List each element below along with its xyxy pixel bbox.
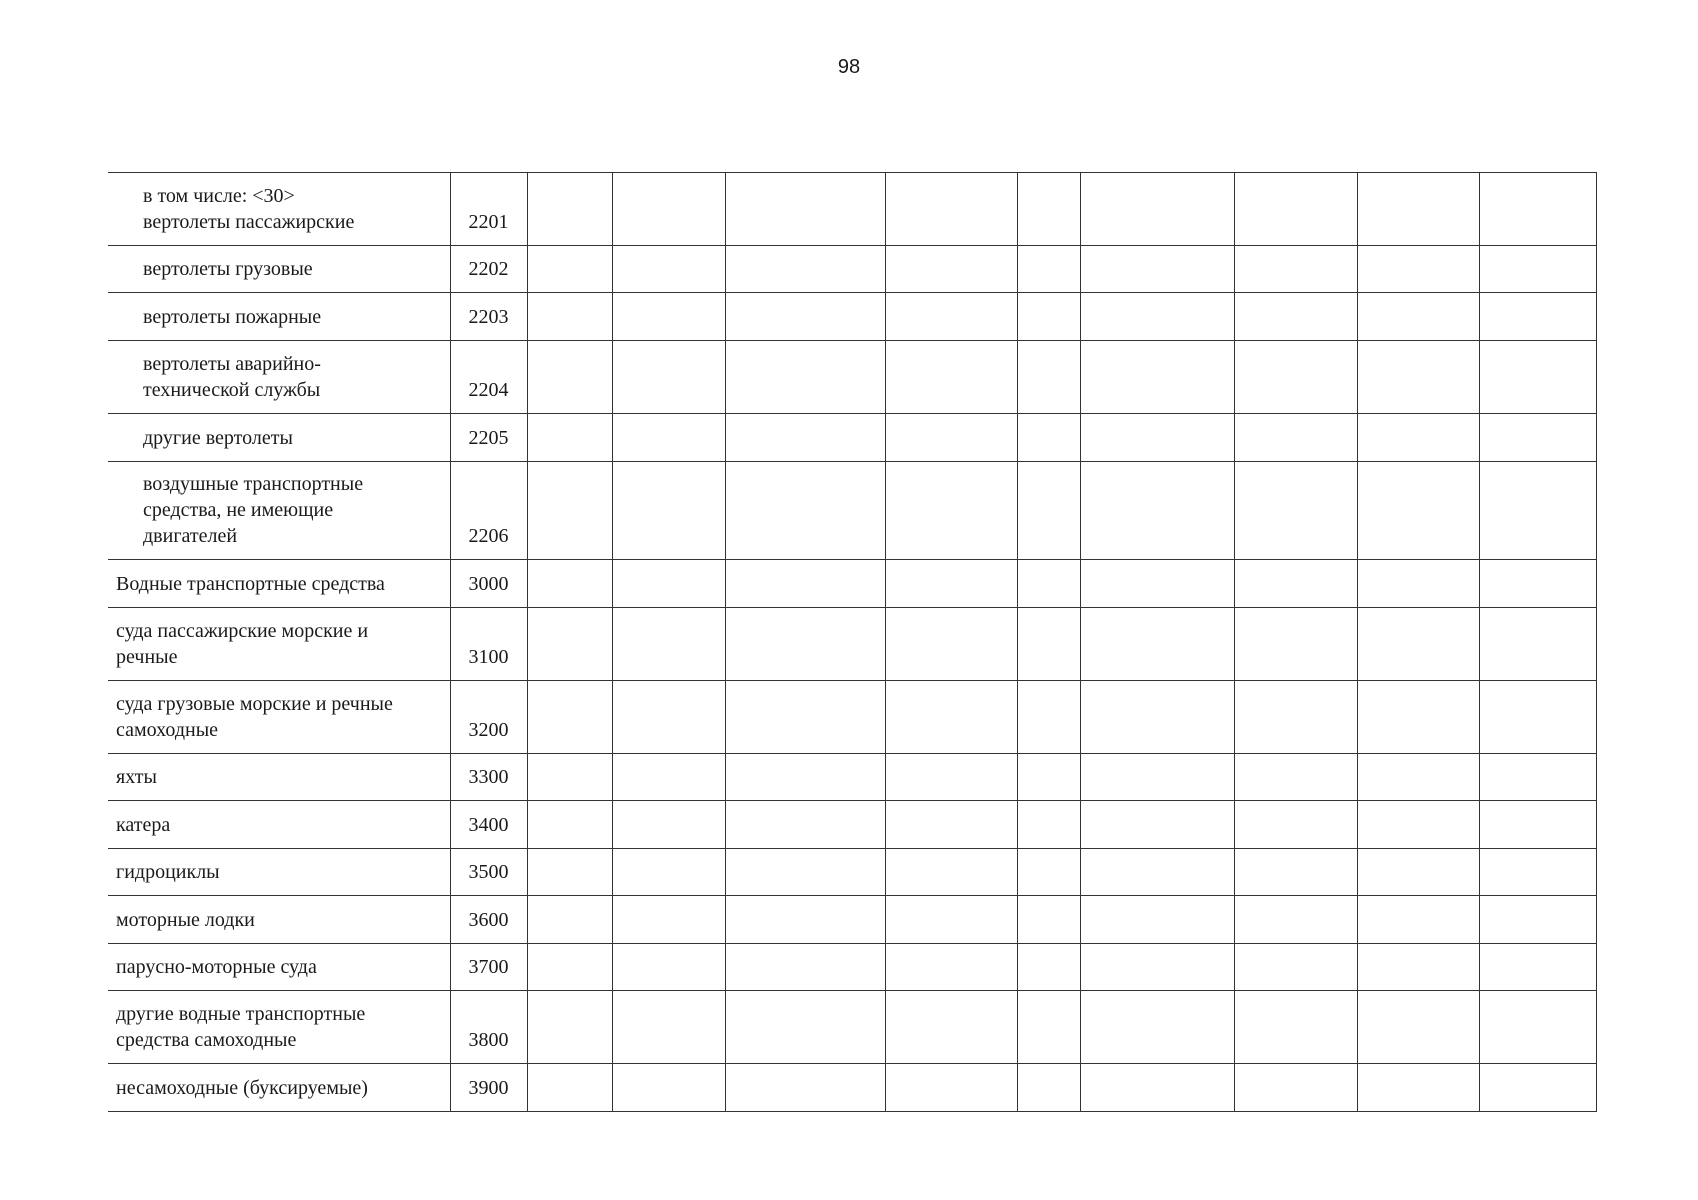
row-label — [108, 462, 450, 560]
empty-cell — [1080, 801, 1234, 849]
row-label-line: гидроциклы — [116, 861, 220, 883]
empty-cell — [1357, 801, 1479, 849]
row-code: 2202 — [450, 246, 527, 293]
empty-cell — [1017, 608, 1080, 681]
empty-cell — [1234, 608, 1357, 681]
table-row — [108, 560, 1596, 608]
empty-cell — [527, 896, 612, 944]
row-label-line: другие вертолеты — [143, 427, 293, 449]
empty-cell — [1080, 560, 1234, 608]
empty-cell — [1234, 462, 1357, 560]
empty-cell — [1080, 754, 1234, 801]
row-label-line: в том числе: <30> — [143, 185, 295, 207]
empty-cell — [1080, 173, 1234, 246]
empty-cell — [527, 560, 612, 608]
empty-cell — [1080, 293, 1234, 341]
empty-cell — [725, 293, 885, 341]
empty-cell — [612, 246, 725, 293]
row-code: 3100 — [450, 608, 527, 681]
table-row — [108, 462, 1596, 560]
empty-cell — [725, 560, 885, 608]
empty-cell — [612, 1064, 725, 1112]
empty-cell — [527, 754, 612, 801]
empty-cell — [612, 608, 725, 681]
empty-cell — [885, 681, 1017, 754]
empty-cell — [725, 173, 885, 246]
empty-cell — [612, 681, 725, 754]
empty-cell — [1017, 801, 1080, 849]
row-label — [108, 1064, 450, 1112]
empty-cell — [1080, 341, 1234, 414]
empty-cell — [527, 608, 612, 681]
empty-cell — [1017, 246, 1080, 293]
row-code: 3300 — [450, 754, 527, 801]
empty-cell — [1479, 681, 1596, 754]
empty-cell — [1479, 246, 1596, 293]
empty-cell — [725, 991, 885, 1064]
row-label — [108, 173, 450, 246]
row-code: 2205 — [450, 414, 527, 462]
empty-cell — [1479, 293, 1596, 341]
empty-cell — [885, 1064, 1017, 1112]
row-label-line: вертолеты пассажирские — [143, 211, 355, 233]
empty-cell — [1234, 173, 1357, 246]
empty-cell — [725, 681, 885, 754]
empty-cell — [612, 754, 725, 801]
table-row — [108, 608, 1596, 681]
row-label-line: яхты — [116, 766, 157, 788]
row-code: 2206 — [450, 462, 527, 560]
row-code: 2204 — [450, 341, 527, 414]
empty-cell — [612, 462, 725, 560]
table-row — [108, 991, 1596, 1064]
row-label — [108, 681, 450, 754]
row-code: 2203 — [450, 293, 527, 341]
row-label-line: вертолеты аварийно- — [143, 353, 321, 375]
row-code: 3500 — [450, 849, 527, 896]
empty-cell — [885, 173, 1017, 246]
empty-cell — [885, 246, 1017, 293]
row-label — [108, 849, 450, 896]
row-label-line: моторные лодки — [116, 909, 255, 931]
row-label-line: средства, не имеющие — [143, 499, 334, 521]
empty-cell — [885, 801, 1017, 849]
row-label-line: средства самоходные — [116, 1029, 297, 1051]
empty-cell — [1234, 991, 1357, 1064]
row-code: 3400 — [450, 801, 527, 849]
empty-cell — [1080, 681, 1234, 754]
empty-cell — [1479, 414, 1596, 462]
form-table — [108, 172, 1597, 1112]
empty-cell — [1080, 608, 1234, 681]
empty-cell — [612, 849, 725, 896]
empty-cell — [1479, 896, 1596, 944]
empty-cell — [1479, 608, 1596, 681]
table-row — [108, 944, 1596, 991]
empty-cell — [1479, 341, 1596, 414]
empty-cell — [725, 849, 885, 896]
empty-cell — [885, 560, 1017, 608]
empty-cell — [885, 896, 1017, 944]
page-number: 98 — [837, 56, 861, 78]
empty-cell — [725, 341, 885, 414]
empty-cell — [1357, 560, 1479, 608]
empty-cell — [1479, 754, 1596, 801]
empty-cell — [725, 462, 885, 560]
table-body — [108, 173, 1596, 1112]
row-label-line: двигателей — [143, 525, 238, 547]
empty-cell — [527, 944, 612, 991]
table-row — [108, 801, 1596, 849]
empty-cell — [885, 293, 1017, 341]
empty-cell — [1017, 173, 1080, 246]
empty-cell — [1017, 991, 1080, 1064]
empty-cell — [1357, 414, 1479, 462]
empty-cell — [1080, 246, 1234, 293]
row-label — [108, 560, 450, 608]
empty-cell — [1357, 944, 1479, 991]
empty-cell — [725, 896, 885, 944]
empty-cell — [1479, 1064, 1596, 1112]
empty-cell — [612, 801, 725, 849]
row-label-line: вертолеты пожарные — [143, 306, 322, 328]
row-code: 3800 — [450, 991, 527, 1064]
row-code: 2201 — [450, 173, 527, 246]
row-code: 3000 — [450, 560, 527, 608]
row-label-line: другие водные транспортные — [116, 1003, 366, 1025]
empty-cell — [1234, 414, 1357, 462]
row-label — [108, 754, 450, 801]
empty-cell — [885, 414, 1017, 462]
row-label — [108, 944, 450, 991]
empty-cell — [1080, 991, 1234, 1064]
empty-cell — [1357, 246, 1479, 293]
row-label — [108, 608, 450, 681]
row-label — [108, 293, 450, 341]
empty-cell — [1234, 801, 1357, 849]
empty-cell — [1357, 754, 1479, 801]
empty-cell — [725, 414, 885, 462]
empty-cell — [1080, 849, 1234, 896]
empty-cell — [527, 1064, 612, 1112]
empty-cell — [1357, 293, 1479, 341]
empty-cell — [527, 173, 612, 246]
row-label-line: суда грузовые морские и речные — [116, 693, 393, 715]
empty-cell — [725, 754, 885, 801]
table-row — [108, 896, 1596, 944]
empty-cell — [1234, 754, 1357, 801]
empty-cell — [1234, 681, 1357, 754]
row-code: 3900 — [450, 1064, 527, 1112]
empty-cell — [1479, 944, 1596, 991]
empty-cell — [885, 754, 1017, 801]
empty-cell — [1017, 754, 1080, 801]
row-label-line: парусно-моторные суда — [116, 956, 317, 978]
empty-cell — [885, 991, 1017, 1064]
row-label — [108, 896, 450, 944]
empty-cell — [725, 246, 885, 293]
empty-cell — [1357, 1064, 1479, 1112]
row-label — [108, 991, 450, 1064]
empty-cell — [1017, 896, 1080, 944]
row-label-line: вертолеты грузовые — [143, 258, 313, 280]
empty-cell — [527, 849, 612, 896]
table-row — [108, 341, 1596, 414]
row-label-line: речные — [116, 646, 178, 668]
row-label-line: технической службы — [143, 379, 321, 401]
row-label — [108, 341, 450, 414]
empty-cell — [1357, 173, 1479, 246]
empty-cell — [1080, 462, 1234, 560]
empty-cell — [1234, 944, 1357, 991]
empty-cell — [1479, 462, 1596, 560]
empty-cell — [612, 991, 725, 1064]
empty-cell — [527, 293, 612, 341]
row-label-line: несамоходные (буксируемые) — [116, 1077, 368, 1099]
empty-cell — [1357, 341, 1479, 414]
empty-cell — [1479, 560, 1596, 608]
empty-cell — [1234, 246, 1357, 293]
empty-cell — [1357, 681, 1479, 754]
empty-cell — [1017, 681, 1080, 754]
empty-cell — [1357, 608, 1479, 681]
table-row — [108, 173, 1596, 246]
empty-cell — [1080, 896, 1234, 944]
empty-cell — [1479, 801, 1596, 849]
empty-cell — [1357, 896, 1479, 944]
row-label-line: катера — [116, 814, 171, 836]
row-label — [108, 246, 450, 293]
empty-cell — [1017, 849, 1080, 896]
empty-cell — [1234, 341, 1357, 414]
empty-cell — [1479, 849, 1596, 896]
empty-cell — [612, 560, 725, 608]
empty-cell — [1080, 414, 1234, 462]
empty-cell — [1479, 991, 1596, 1064]
row-code: 3200 — [450, 681, 527, 754]
empty-cell — [1234, 1064, 1357, 1112]
empty-cell — [1017, 560, 1080, 608]
empty-cell — [885, 608, 1017, 681]
empty-cell — [1017, 341, 1080, 414]
row-label-line: Водные транспортные средства — [116, 573, 385, 595]
empty-cell — [612, 414, 725, 462]
empty-cell — [1080, 944, 1234, 991]
row-label — [108, 414, 450, 462]
empty-cell — [1234, 849, 1357, 896]
empty-cell — [725, 801, 885, 849]
empty-cell — [612, 896, 725, 944]
empty-cell — [527, 991, 612, 1064]
empty-cell — [527, 801, 612, 849]
empty-cell — [612, 341, 725, 414]
empty-cell — [1234, 896, 1357, 944]
empty-cell — [527, 681, 612, 754]
empty-cell — [527, 341, 612, 414]
empty-cell — [1234, 560, 1357, 608]
row-code: 3600 — [450, 896, 527, 944]
empty-cell — [527, 462, 612, 560]
empty-cell — [1479, 173, 1596, 246]
empty-cell — [612, 293, 725, 341]
empty-cell — [1017, 414, 1080, 462]
table-row — [108, 681, 1596, 754]
table-row — [108, 414, 1596, 462]
empty-cell — [527, 414, 612, 462]
empty-cell — [1234, 293, 1357, 341]
row-label-line: самоходные — [116, 719, 219, 741]
empty-cell — [527, 246, 612, 293]
table-row — [108, 246, 1596, 293]
empty-cell — [1017, 462, 1080, 560]
row-label-line: суда пассажирские морские и — [116, 620, 369, 642]
empty-cell — [725, 944, 885, 991]
empty-cell — [1357, 462, 1479, 560]
empty-cell — [725, 608, 885, 681]
empty-cell — [1017, 293, 1080, 341]
empty-cell — [885, 944, 1017, 991]
table-row — [108, 849, 1596, 896]
row-label-line: воздушные транспортные — [143, 473, 364, 495]
empty-cell — [1357, 849, 1479, 896]
empty-cell — [1017, 1064, 1080, 1112]
table-row — [108, 293, 1596, 341]
table-row — [108, 1064, 1596, 1112]
empty-cell — [1080, 1064, 1234, 1112]
empty-cell — [885, 849, 1017, 896]
empty-cell — [612, 944, 725, 991]
empty-cell — [725, 1064, 885, 1112]
empty-cell — [885, 341, 1017, 414]
row-code: 3700 — [450, 944, 527, 991]
empty-cell — [1357, 991, 1479, 1064]
table-row — [108, 754, 1596, 801]
empty-cell — [1017, 944, 1080, 991]
empty-cell — [885, 462, 1017, 560]
empty-cell — [612, 173, 725, 246]
row-label — [108, 801, 450, 849]
